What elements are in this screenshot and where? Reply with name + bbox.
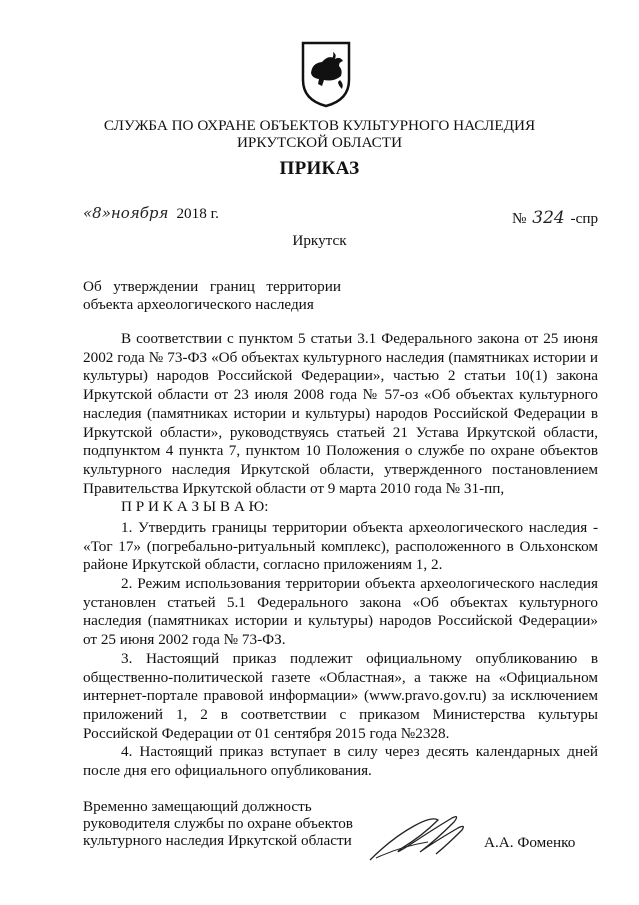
document-subject <box>83 278 341 313</box>
subject-line2: объекта археологического наследия <box>83 295 314 313</box>
subject-line1: Об утверждении границ территории <box>83 278 341 295</box>
order-item-3: 3. Настоящий приказ подлежит официальному опубликованию в общественно-политической газете «Областная», а также на «Официальном интернет-портале правовой информации» (www.pravo.gov.ru) за исключением приложений 1, 2 в соответствии с приказом Министерства культуры Российской Федерации от 01 сентября 2015 года №2328. <box>83 650 598 742</box>
signer-position <box>83 798 353 849</box>
document-number <box>512 208 598 228</box>
number-prefix: № <box>512 210 527 227</box>
document-title: ПРИКАЗ <box>279 158 360 179</box>
signer-position-line2: руководителя службы по охране объектов <box>83 815 353 832</box>
irkutsk-emblem-icon <box>300 40 352 108</box>
signer-position-line1: Временно замещающий должность <box>83 798 312 815</box>
date-day: «8» <box>83 204 111 222</box>
org-name-line1: СЛУЖБА ПО ОХРАНЕ ОБЪЕКТОВ КУЛЬТУРНОГО НАСЛЕДИЯ <box>103 117 536 134</box>
date-year: 2018 г. <box>176 205 219 222</box>
order-item-4: 4. Настоящий приказ вступает в силу через десять календарных дней после дня его официального опубликования. <box>83 743 598 779</box>
org-name-line2: ИРКУТСКОЙ ОБЛАСТИ <box>236 134 403 151</box>
number-value: 324 <box>532 208 565 228</box>
document-date <box>83 204 219 223</box>
order-item-1: 1. Утвердить границы территории объекта археологического наследия - «Тог 17» (погребально-ритуальный комплекс), расположенного в Ольхонском районе Иркутской области, согласно приложениям 1, 2. <box>83 519 598 574</box>
signer-position-line3: культурного наследия Иркутской области <box>83 832 352 849</box>
preamble-paragraph: В соответствии с пунктом 5 статьи 3.1 Федерального закона от 25 июня 2002 года № 73-ФЗ «Об объектах культурного наследия (памятниках истории и культуры) народов Российской Федерации», частью 2 статьи 10(1) закона Иркутской области от 23 июля 2008 года № 57-оз «Об объектах культурного наследия (памятниках истории и культуры) народов Российской Федерации в Иркутской области», руководствуясь статьей 21 Устава Иркутской области, подпунктом 4 пункта 7, пунктом 10 Положения о службе по охране объектов культурного наследия Иркутской области, утвержденного постановлением Правительства Иркутской области от 9 марта 2010 года № 31-пп, <box>83 330 598 497</box>
number-suffix: -спр <box>570 210 599 227</box>
order-item-2: 2. Режим использования территории объекта археологического наследия установлен статьей 5.1 Федерального закона «Об объектах культурного наследия (памятниках истории и культуры) народов Российской Федерации» от 25 июня 2002 года № 73-ФЗ. <box>83 575 598 649</box>
signer-name: А.А. Фоменко <box>484 834 576 851</box>
date-month: ноября <box>110 204 169 222</box>
city-name: Иркутск <box>292 232 347 249</box>
handwritten-signature <box>362 808 474 868</box>
order-word: П Р И К А З Ы В А Ю: <box>121 498 269 515</box>
